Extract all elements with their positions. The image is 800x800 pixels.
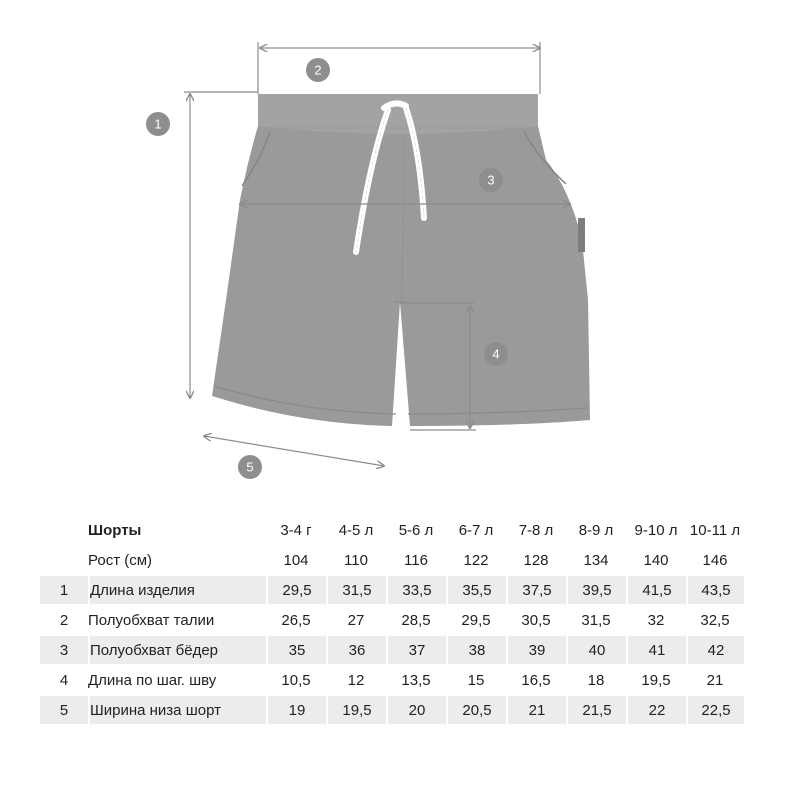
value-cell: 37,5 (506, 576, 566, 604)
height-cell: 146 (702, 551, 728, 569)
waistband (258, 94, 538, 136)
value-cell: 35 (266, 636, 326, 664)
value-cell: 41,5 (626, 576, 686, 604)
value-cell: 21 (706, 671, 724, 689)
marker-1 (146, 112, 170, 136)
height-cell: 104 (283, 551, 309, 569)
value-cell: 29,5 (461, 611, 491, 629)
value-cell: 16,5 (521, 671, 551, 689)
value-cell: 26,5 (281, 611, 311, 629)
row-index: 4 (59, 671, 69, 689)
table-row (40, 576, 744, 604)
marker-1-label: 1 (154, 116, 162, 132)
value-cell: 37 (386, 636, 446, 664)
value-cell: 19,5 (641, 671, 671, 689)
value-cell: 19 (266, 696, 326, 724)
size-cell: 6-7 л (458, 521, 494, 539)
size-cell: 4-5 л (338, 521, 374, 539)
table-row (40, 696, 744, 724)
value-cell: 36 (326, 636, 386, 664)
size-header-row (40, 516, 744, 544)
value-cell: 40 (566, 636, 626, 664)
height-cell: 122 (463, 551, 489, 569)
value-cell: 22,5 (686, 696, 744, 724)
height-cell: 140 (643, 551, 669, 569)
size-cell: 8-9 л (578, 521, 614, 539)
value-cell: 38 (446, 636, 506, 664)
value-cell: 19,5 (326, 696, 386, 724)
value-cell: 15 (467, 671, 485, 689)
height-cell: 128 (523, 551, 549, 569)
marker-5-label: 5 (246, 459, 254, 475)
value-cell: 29,5 (266, 576, 326, 604)
height-cell: 116 (404, 551, 428, 569)
table-row (40, 666, 744, 694)
marker-2-label: 2 (314, 62, 322, 78)
label-tag (578, 218, 585, 252)
value-cell: 18 (587, 671, 605, 689)
value-cell: 39,5 (566, 576, 626, 604)
value-cell: 28,5 (401, 611, 431, 629)
arrow-hem-width (204, 436, 384, 466)
value-cell: 22 (626, 696, 686, 724)
table-title: Шорты (88, 521, 142, 539)
height-cell: 110 (344, 551, 368, 569)
row-label: Полуобхват бёдер (88, 636, 266, 664)
value-cell: 20 (386, 696, 446, 724)
value-cell: 33,5 (386, 576, 446, 604)
row-index: 5 (40, 696, 88, 724)
height-cell: 134 (583, 551, 609, 569)
value-cell: 31,5 (326, 576, 386, 604)
shorts-illustration (212, 94, 590, 426)
value-cell: 35,5 (446, 576, 506, 604)
row-index: 2 (59, 611, 69, 629)
marker-3-label: 3 (487, 172, 495, 188)
value-cell: 30,5 (521, 611, 551, 629)
value-cell: 21 (506, 696, 566, 724)
size-cell: 10-11 л (689, 521, 741, 539)
value-cell: 31,5 (581, 611, 611, 629)
marker-4-label: 4 (492, 346, 500, 362)
value-cell: 27 (347, 611, 365, 629)
value-cell: 32 (647, 611, 665, 629)
value-cell: 42 (686, 636, 744, 664)
size-cell: 5-6 л (398, 521, 434, 539)
value-cell: 10,5 (281, 671, 311, 689)
height-label: Рост (см) (88, 551, 153, 569)
value-cell: 41 (626, 636, 686, 664)
value-cell: 21,5 (566, 696, 626, 724)
value-cell: 32,5 (700, 611, 730, 629)
row-index: 1 (40, 576, 88, 604)
shorts-body (212, 126, 590, 426)
value-cell: 43,5 (686, 576, 744, 604)
row-label: Длина по шаг. шву (88, 671, 217, 689)
size-cell: 7-8 л (518, 521, 554, 539)
value-cell: 12 (347, 671, 365, 689)
marker-2 (306, 58, 330, 82)
marker-4 (484, 342, 508, 366)
row-label: Длина изделия (88, 576, 266, 604)
value-cell: 39 (506, 636, 566, 664)
size-cell: 3-4 г (280, 521, 312, 539)
table-row (40, 636, 744, 664)
size-table (40, 514, 744, 726)
row-label: Ширина низа шорт (88, 696, 266, 724)
value-cell: 13,5 (401, 671, 431, 689)
height-row (40, 546, 744, 574)
marker-3 (479, 168, 503, 192)
size-cell: 9-10 л (634, 521, 678, 539)
row-index: 3 (40, 636, 88, 664)
table-row (40, 606, 744, 634)
marker-5 (238, 455, 262, 479)
row-label: Полуобхват талии (88, 611, 215, 629)
value-cell: 20,5 (446, 696, 506, 724)
